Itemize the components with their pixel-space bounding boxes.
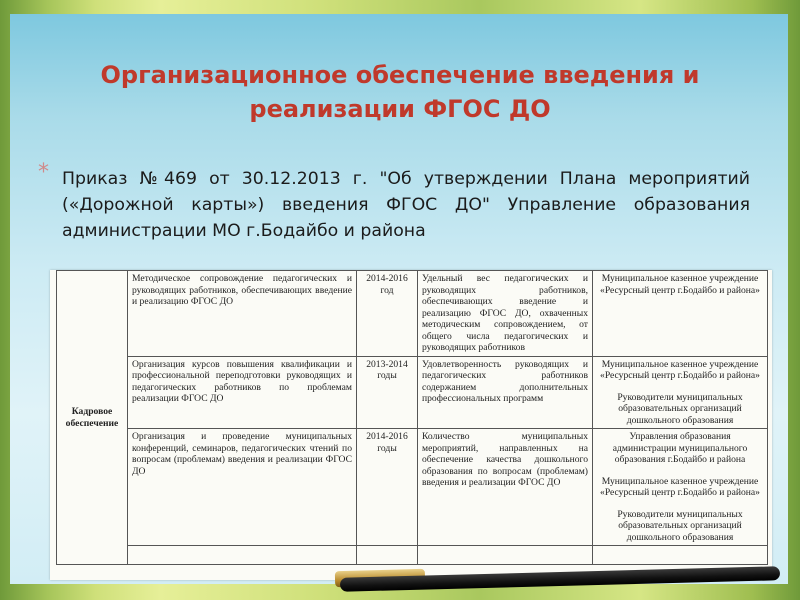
- executor-text: Муниципальное казенное учреждение «Ресурсный центр г.Бодайбо и района»: [600, 273, 760, 296]
- executor-text: Руководители муниципальных образовательных организаций дошкольного образования: [617, 508, 743, 543]
- executor-text: Муниципальное казенное учреждение «Ресурсный центр г.Бодайбо и района»: [600, 358, 760, 381]
- executor-cell: [593, 429, 768, 546]
- area-cell: Кадровое обеспечение: [57, 271, 128, 565]
- plan-table: [56, 270, 768, 565]
- indicator-cell: Количество муниципальных мероприятий, направленных на обеспечение качества дошкольного образования по вопросам (проблемам) введения и реализации ФГОС ДО: [418, 429, 593, 546]
- action-cell: Организация и проведение муниципальных конференций, семинаров, педагогических чтений по вопросам (проблемам) введения и реализации ФГОС ДО: [128, 429, 357, 546]
- indicator-cell: Удельный вес педагогических и руководящих работников, обеспечивающих введение и реализацию ФГОС ДО, охваченных методическим сопровождением, от общего числа педагогических и руководящих работников: [418, 271, 593, 357]
- period-cell: [357, 546, 418, 565]
- executor-text: Муниципальное казенное учреждение «Ресурсный центр г.Бодайбо и района»: [600, 475, 760, 498]
- action-cell: [128, 546, 357, 565]
- executor-text: Управления образования администрации муниципального образования г.Бодайбо и района: [612, 431, 748, 465]
- executor-cell: [593, 271, 768, 357]
- order-paragraph: Приказ №469 от 30.12.2013 г. "Об утверждении Плана мероприятий («Дорожной карты») введения ФГОС ДО" Управление образования администрации МО г.Бодайбо и района: [62, 169, 750, 241]
- bullet-icon: *: [38, 160, 49, 185]
- table-row: [57, 271, 768, 357]
- executor-text: Руководители муниципальных образовательных организаций дошкольного образования: [617, 391, 743, 426]
- executor-cell: [593, 356, 768, 429]
- table-row: [57, 356, 768, 429]
- table-row: [57, 546, 768, 565]
- table-row: [57, 429, 768, 546]
- indicator-cell: Удовлетворенность руководящих и педагогических работников содержанием дополнительных профессиональных программ: [418, 356, 593, 429]
- executor-cell: [593, 546, 768, 565]
- period-cell: 2013-2014 годы: [357, 356, 418, 429]
- period-cell: 2014-2016 год: [357, 271, 418, 357]
- indicator-cell: [418, 546, 593, 565]
- action-cell: Методическое сопровождение педагогических и руководящих работников, обеспечивающих введение и реализацию ФГОС ДО: [128, 271, 357, 357]
- period-cell: 2014-2016 годы: [357, 429, 418, 546]
- slide-title: Организационное обеспечение введения и реализации ФГОС ДО: [100, 61, 700, 123]
- action-cell: Организация курсов повышения квалификации и профессиональной переподготовки руководящих и педагогических работников по проблемам реализации ФГОС ДО: [128, 356, 357, 429]
- scanned-document: [50, 270, 772, 580]
